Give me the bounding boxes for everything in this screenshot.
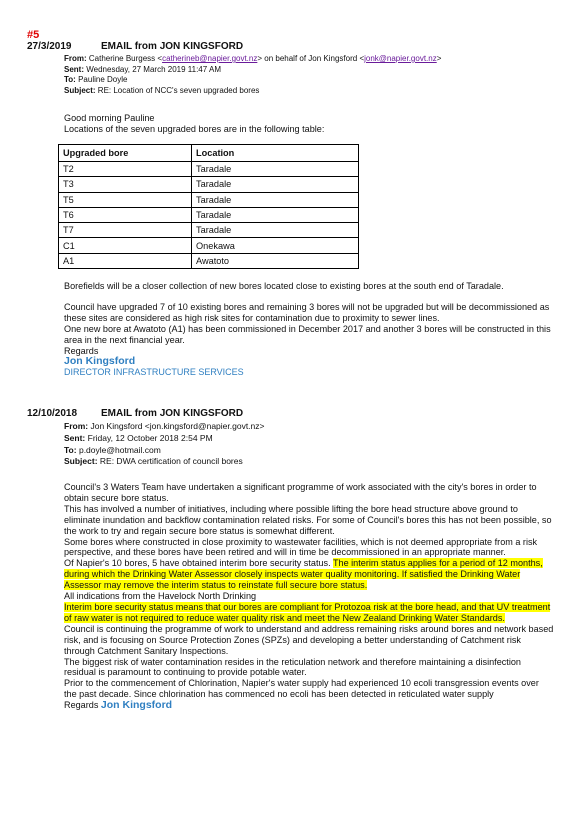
email2-sent: Sent: Friday, 12 October 2018 2:54 PM	[64, 432, 213, 443]
from-prefix: Catherine Burgess <	[88, 54, 163, 63]
document-marker: #5	[27, 29, 40, 41]
bore-cell: T7	[59, 223, 192, 238]
paragraph: Prior to the commencement of Chlorination, Napier's water supply had experienced 10 ecoli transgression events over the past decade. Since chlorination has commenced no ecoli has been detected in reticulated water supply	[64, 678, 539, 700]
location-cell: Taradale	[192, 223, 359, 238]
from-email-link[interactable]: catherineb@napier.govt.nz	[162, 54, 258, 63]
signature-name: Jon Kingsford	[100, 699, 173, 712]
email1-body	[64, 281, 554, 378]
column-header-location: Location	[192, 145, 359, 162]
email2-from: From: Jon Kingsford <jon.kingsford@napier.govt.nz>	[64, 421, 265, 431]
bore-cell: C1	[59, 238, 192, 253]
regards-line: Regards Jon Kingsford	[64, 699, 173, 712]
location-cell: Onekawa	[192, 238, 359, 253]
bores-table	[58, 144, 359, 269]
paragraph: Council's 3 Waters Team have undertaken a significant programme of work associated with the city's bores in order to obtain secure bore status.	[64, 482, 537, 503]
email1-greeting-block	[64, 113, 554, 135]
location-cell: Taradale	[192, 177, 359, 192]
table-row	[59, 162, 359, 177]
bore-cell: T6	[59, 207, 192, 222]
signature-title: DIRECTOR INFRASTRUCTURE SERVICES	[64, 367, 244, 378]
paragraph: This has involved a number of initiatives, including where possible lifting the bore head structure above ground to eliminate inundation and backflow contamination related risks. For some of Council's bores this has not been possible, so the work to try and regain secure bore status is somewhat different.	[64, 503, 552, 536]
highlighted-text: The interim status applies for a period of 12 months, during which the Drinking Water Assessor closely inspects water quality monitoring. If satisfied the Drinking Water Assessor may remove the interim status to reinstate full secure bore status.	[64, 558, 543, 591]
paragraph: Some bores where constructed in close proximity to wastewater facilities, which is not deemed appropriate from a risk perspective, and these bores have been retired and will in time be decommissioned in an appropriate manner.	[64, 536, 538, 558]
paragraph: Of Napier's 10 bores, 5 have obtained interim bore security status. The interim status applies for a period of 12 months, during which the Drinking Water Assessor closely inspects water quality monitoring. If satisfied the Drinking Water Assessor may remove the interim status to reinstate full secure bore status.	[64, 558, 543, 591]
paragraph: Council is continuing the programme of work to understand and address remaining risks around bores and network based risk, and is focusing on Source Protection Zones (SPZs) and developing a better understanding of Catchment risk through Catchment Sanitary Inspections.	[64, 623, 554, 656]
bore-cell: T5	[59, 192, 192, 207]
table-row	[59, 207, 359, 222]
email2-title: EMAIL from JON KINGSFORD	[101, 408, 244, 419]
email1-to: To: Pauline Doyle	[64, 75, 128, 85]
from-label: From:	[64, 54, 87, 63]
regards: Regards	[64, 345, 99, 356]
bore-cell: A1	[59, 253, 192, 268]
email1-title: EMAIL from JON KINGSFORD	[101, 41, 244, 52]
location-cell: Taradale	[192, 192, 359, 207]
table-row	[59, 253, 359, 268]
column-header-bore: Upgraded bore	[59, 145, 192, 162]
table-row	[59, 238, 359, 253]
table-row	[59, 192, 359, 207]
table-row	[59, 177, 359, 192]
email2-body	[64, 482, 554, 711]
table-header-row	[59, 145, 359, 162]
intro: Locations of the seven upgraded bores are in the following table:	[64, 123, 325, 134]
email2-subject: Subject: RE: DWA certification of council bores	[64, 456, 243, 467]
signature-name: Jon Kingsford	[64, 355, 136, 368]
email1-sent: Sent: Wednesday, 27 March 2019 11:47 AM	[64, 64, 221, 74]
location-cell: Taradale	[192, 162, 359, 177]
email1-from: From: Catherine Burgess <catherineb@napier.govt.nz> on behalf of Jon Kingsford <jonk@napier.govt.nz>	[64, 54, 442, 63]
highlighted-text: Interim bore security status means that our bores are compliant for Protozoa risk at the bore head, and that UV treatment of raw water is not required to reduce water quality risk and meet the New Zealand Drinking Water Standards.	[64, 601, 551, 623]
email1-date: 27/3/2019	[27, 41, 72, 52]
paragraph	[64, 602, 554, 624]
table-row	[59, 223, 359, 238]
paragraph: Council have upgraded 7 of 10 existing bores and remaining 3 bores will not be upgraded but will be decommissioned as these sites are considered as high risk sites for contamination due to proximity to sewer lines.	[64, 301, 550, 323]
from-email2-link[interactable]: jonk@napier.govt.nz	[364, 54, 437, 63]
paragraph: Borefields will be a closer collection of new bores located close to existing bores at the south end of Taradale.	[64, 281, 504, 291]
paragraph: One new bore at Awatoto (A1) has been commissioned in December 2017 and another 3 bores will be constructed in this area in the next financial year.	[64, 323, 551, 345]
bore-cell: T2	[59, 162, 192, 177]
email2-header	[64, 421, 264, 468]
email2-to: To: p.doyle@hotmail.com	[64, 444, 161, 455]
bore-cell: T3	[59, 177, 192, 192]
paragraph: The biggest risk of water contamination resides in the reticulation network and therefore maintaining a disinfection residual is paramount to continuing to provide potable water.	[64, 656, 521, 678]
location-cell: Taradale	[192, 207, 359, 222]
email2-date: 12/10/2018	[27, 408, 78, 419]
location-cell: Awatoto	[192, 253, 359, 268]
greeting: Good morning Pauline	[64, 113, 155, 123]
paragraph: All indications from the Havelock North Drinking	[64, 591, 257, 602]
email1-header	[64, 54, 441, 96]
email1-subject: Subject: RE: Location of NCC's seven upgraded bores	[64, 85, 260, 95]
